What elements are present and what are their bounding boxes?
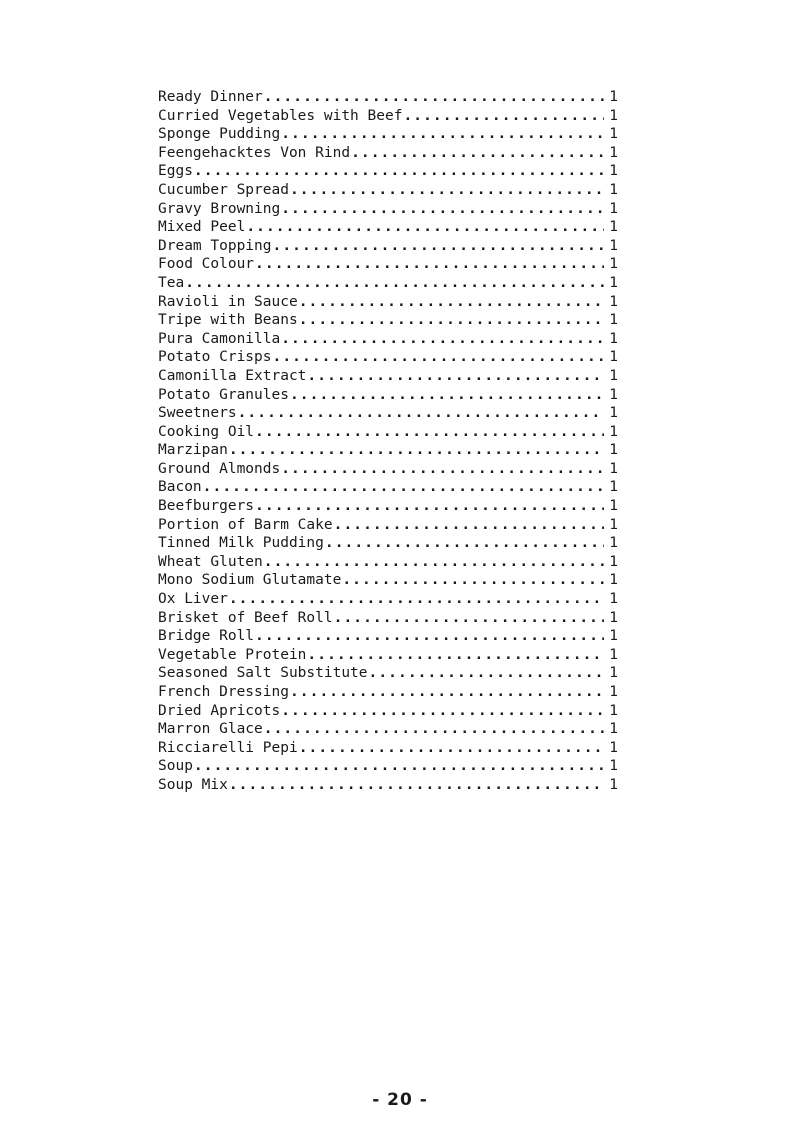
dot-leader: [351, 144, 604, 163]
list-item: [158, 757, 618, 776]
item-name: Cooking Oil: [158, 423, 255, 440]
dot-leader: [325, 534, 604, 553]
list-item: [158, 646, 618, 665]
list-item: [158, 218, 618, 237]
list-item: [158, 497, 618, 516]
item-count: 1: [609, 386, 618, 403]
item-name: Sponge Pudding: [158, 126, 281, 143]
item-count: 1: [609, 144, 618, 161]
item-count: 1: [609, 200, 618, 217]
page-number: - 20 -: [372, 1090, 428, 1110]
list-item: [158, 590, 618, 609]
list-item: [158, 200, 618, 219]
item-count: 1: [609, 572, 618, 589]
item-name: Marron Glace: [158, 721, 263, 738]
item-name: Tinned Milk Pudding: [158, 535, 324, 552]
item-name: Ravioli in Sauce: [158, 293, 298, 310]
list-item: [158, 293, 618, 312]
dot-leader: [307, 646, 604, 665]
item-count: 1: [609, 516, 618, 533]
item-count: 1: [609, 776, 618, 793]
item-name: Camonilla Extract: [158, 367, 307, 384]
dot-leader: [290, 181, 604, 200]
dot-leader: [299, 293, 604, 312]
item-count: 1: [609, 460, 618, 477]
item-count: 1: [609, 739, 618, 756]
item-name: Food Colour: [158, 256, 255, 273]
item-name: Bacon: [158, 479, 202, 496]
list-item: [158, 516, 618, 535]
item-name: Pura Camonilla: [158, 330, 281, 347]
item-count: 1: [609, 609, 618, 626]
dot-leader: [203, 478, 604, 497]
dot-leader: [369, 664, 604, 683]
dot-leader: [246, 218, 604, 237]
item-name: Curried Vegetables with Beef: [158, 107, 403, 124]
item-name: Feengehacktes Von Rind: [158, 144, 351, 161]
item-name: Mixed Peel: [158, 219, 246, 236]
dot-leader: [185, 274, 604, 293]
list-item: [158, 460, 618, 479]
list-item: [158, 404, 618, 423]
item-name: Wheat Gluten: [158, 553, 263, 570]
item-count: 1: [609, 349, 618, 366]
item-count: 1: [609, 479, 618, 496]
list-item: [158, 664, 618, 683]
item-name: Bridge Roll: [158, 628, 255, 645]
list-item: [158, 255, 618, 274]
list-item: [158, 107, 618, 126]
item-name: Soup: [158, 758, 193, 775]
list-item: [158, 274, 618, 293]
item-count: 1: [609, 274, 618, 291]
item-name: Ox Liver: [158, 591, 228, 608]
item-name: Tripe with Beans: [158, 312, 298, 329]
item-name: Ground Almonds: [158, 460, 281, 477]
list-item: [158, 776, 618, 795]
item-name: Eggs: [158, 163, 193, 180]
dot-leader: [307, 367, 604, 386]
item-name: Mono Sodium Glutamate: [158, 572, 342, 589]
item-name: Gravy Browning: [158, 200, 281, 217]
item-name: Dried Apricots: [158, 702, 281, 719]
dot-leader: [229, 441, 604, 460]
item-count: 1: [609, 665, 618, 682]
item-count: 1: [609, 181, 618, 198]
dot-leader: [299, 739, 604, 758]
dot-leader: [281, 460, 604, 479]
item-count: 1: [609, 163, 618, 180]
item-name: Potato Granules: [158, 386, 289, 403]
list-item: [158, 571, 618, 590]
dot-leader: [194, 162, 604, 181]
list-item: [158, 478, 618, 497]
item-count: 1: [609, 89, 618, 105]
item-count: 1: [609, 498, 618, 515]
item-name: Marzipan: [158, 442, 228, 459]
item-count: 1: [609, 646, 618, 663]
dot-leader: [334, 516, 604, 535]
item-count: 1: [609, 293, 618, 310]
list-item: [158, 441, 618, 460]
list-item: [158, 144, 618, 163]
list-item: [158, 162, 618, 181]
list-item: [158, 88, 618, 107]
dot-leader: [264, 88, 604, 107]
item-count: 1: [609, 535, 618, 552]
dot-leader: [281, 330, 604, 349]
list-item: [158, 702, 618, 721]
dot-leader: [264, 553, 604, 572]
food-item-list: [158, 88, 618, 795]
item-count: 1: [609, 330, 618, 347]
dot-leader: [290, 386, 604, 405]
dot-leader: [299, 311, 604, 330]
item-name: Dream Topping: [158, 237, 272, 254]
item-count: 1: [609, 684, 618, 700]
list-item: [158, 739, 618, 758]
item-count: 1: [609, 312, 618, 329]
item-count: 1: [609, 628, 618, 645]
item-name: Seasoned Salt Substitute: [158, 665, 368, 682]
item-name: Ready Dinner: [158, 89, 263, 105]
dot-leader: [281, 702, 604, 721]
list-item: [158, 237, 618, 256]
list-item: [158, 330, 618, 349]
list-item: [158, 683, 618, 702]
item-count: 1: [609, 107, 618, 124]
item-name: Tea: [158, 274, 185, 291]
dot-leader: [290, 683, 604, 702]
item-count: 1: [609, 721, 618, 738]
item-name: Vegetable Protein: [158, 646, 307, 663]
item-count: 1: [609, 591, 618, 608]
item-name: Cucumber Spread: [158, 181, 289, 198]
dot-leader: [194, 757, 604, 776]
item-count: 1: [609, 219, 618, 236]
list-item: [158, 423, 618, 442]
list-item: [158, 553, 618, 572]
item-name: French Dressing: [158, 684, 289, 700]
item-name: Potato Crisps: [158, 349, 272, 366]
dot-leader: [264, 720, 604, 739]
list-item: [158, 125, 618, 144]
item-name: Portion of Barm Cake: [158, 516, 333, 533]
item-name: Beefburgers: [158, 498, 255, 515]
list-item: [158, 534, 618, 553]
item-count: 1: [609, 237, 618, 254]
dot-leader: [255, 627, 604, 646]
item-count: 1: [609, 442, 618, 459]
dot-leader: [403, 107, 604, 126]
dot-leader: [273, 237, 605, 256]
item-name: Ricciarelli Pepi: [158, 739, 298, 756]
list-item: [158, 348, 618, 367]
dot-leader: [334, 609, 604, 628]
dot-leader: [238, 404, 604, 423]
item-count: 1: [609, 405, 618, 422]
dot-leader: [342, 571, 604, 590]
dot-leader: [273, 348, 605, 367]
item-count: 1: [609, 367, 618, 384]
item-count: 1: [609, 256, 618, 273]
dot-leader: [281, 200, 604, 219]
dot-leader: [229, 776, 604, 795]
item-name: Brisket of Beef Roll: [158, 609, 333, 626]
item-count: 1: [609, 423, 618, 440]
item-count: 1: [609, 702, 618, 719]
dot-leader: [281, 125, 604, 144]
list-item: [158, 627, 618, 646]
list-item: [158, 609, 618, 628]
item-name: Soup Mix: [158, 776, 228, 793]
dot-leader: [229, 590, 604, 609]
list-item: [158, 386, 618, 405]
list-item: [158, 181, 618, 200]
item-count: 1: [609, 553, 618, 570]
item-count: 1: [609, 758, 618, 775]
item-name: Sweetners: [158, 405, 237, 422]
list-item: [158, 311, 618, 330]
dot-leader: [255, 423, 604, 442]
item-count: 1: [609, 126, 618, 143]
list-item: [158, 367, 618, 386]
dot-leader: [255, 255, 604, 274]
list-item: [158, 720, 618, 739]
dot-leader: [255, 497, 604, 516]
